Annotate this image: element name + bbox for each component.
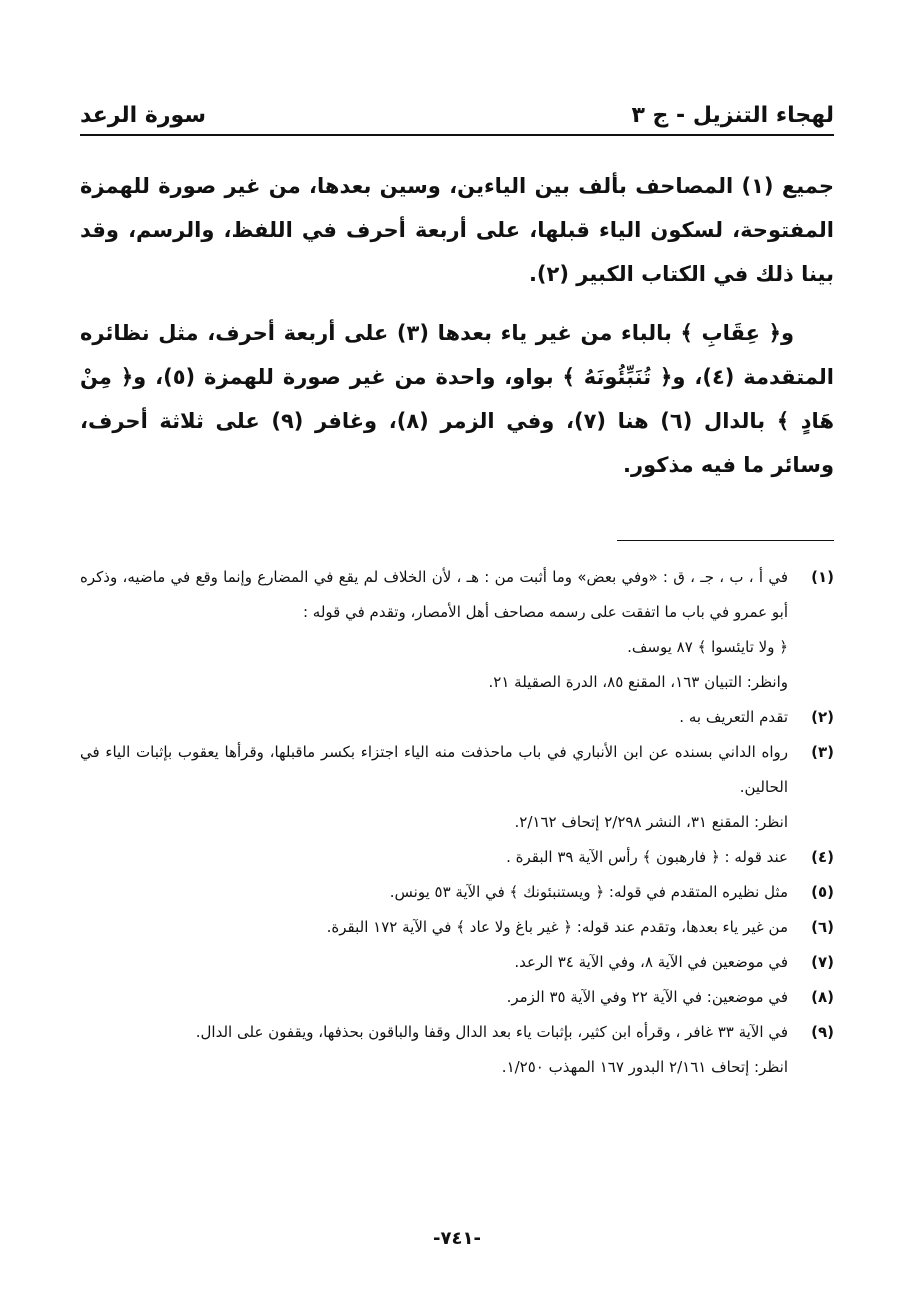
footnote xyxy=(80,700,834,735)
footnote-number: (١) xyxy=(811,568,834,586)
footnotes-section xyxy=(80,560,834,1085)
footnote-number: (٣) xyxy=(811,743,834,761)
footnote-number: (٨) xyxy=(811,988,834,1006)
footnote-text: مثل نظيره المتقدم في قوله: ﴿ ويستنبئونك ﴾ في الآية ٥٣ يونس. xyxy=(389,883,788,901)
footnote xyxy=(80,910,834,945)
footnote-text: في الآية ٣٣ غافر ، وقرأه ابن كثير، بإثبات ياء بعد الدال وقفا والباقون بحذفها، ويقفون على الدال. xyxy=(195,1023,788,1041)
footnote xyxy=(80,1015,834,1085)
footnote-text: تقدم التعريف به . xyxy=(679,708,788,726)
footnote-text: رواه الداني بسنده عن ابن الأنباري في باب ماحذفت منه الياء اجتزاء بكسر ماقبلها، وقرأها يعقوب بإثبات الياء في الحالين. xyxy=(80,743,788,796)
footnote xyxy=(80,875,834,910)
footnote-number: (٢) xyxy=(811,708,834,726)
footnote-number: (٧) xyxy=(811,953,834,971)
main-text xyxy=(80,164,834,502)
book-title: لهجاء التنزيل - ج ٣ xyxy=(631,103,834,128)
page-number: -٧٤١- xyxy=(433,1228,481,1249)
footnote-text: وانظر: التبيان ١٦٣، المقنع ٨٥، الدرة الصقيلة ٢١. xyxy=(488,673,788,691)
footnote xyxy=(80,980,834,1015)
footnote-text: انظر: إتحاف ٢/١٦١ البدور ١٦٧ المهذب ١/٢٥٠. xyxy=(501,1058,788,1076)
footnote xyxy=(80,945,834,980)
page-header xyxy=(80,88,834,128)
footnote-number: (٩) xyxy=(811,1023,834,1041)
footnote-text: في موضعين: في الآية ٢٢ وفي الآية ٣٥ الزمر. xyxy=(506,988,788,1006)
footnote-text: من غير ياء بعدها، وتقدم عند قوله: ﴿ غير باغ ولا عاد ﴾ في الآية ١٧٢ البقرة. xyxy=(326,918,788,936)
footnote-number: (٤) xyxy=(811,848,834,866)
footnote xyxy=(80,735,834,840)
footnote xyxy=(80,560,834,700)
footnote-divider xyxy=(617,540,834,541)
body-paragraph: جميع (١) المصاحف بألف بين الياءين، وسين بعدها، من غير صورة للهمزة المفتوحة، لسكون الياء قبلها، على أربعة أحرف في اللفظ، والرسم، وقد بينا ذلك في الكتاب الكبير (٢). xyxy=(80,174,834,286)
footnote-text: عند قوله : ﴿ فارهبون ﴾ رأس الآية ٣٩ البقرة . xyxy=(506,848,788,866)
footnote-text: في موضعين في الآية ٨، وفي الآية ٣٤ الرعد. xyxy=(514,953,788,971)
footnote-number: (٦) xyxy=(811,918,834,936)
footnote-number: (٥) xyxy=(811,883,834,901)
header-divider xyxy=(80,134,834,136)
surah-title: سورة الرعد xyxy=(80,103,206,128)
footnote-text: ﴿ ولا تايئسوا ﴾ ٨٧ يوسف. xyxy=(627,638,788,656)
footnote-text: انظر: المقنع ٣١، النشر ٢/٢٩٨ إتحاف ٢/١٦٢. xyxy=(514,813,788,831)
footnote-text: في أ ، ب ، جـ ، ق : «وفي بعض» وما أثبت من : هـ ، لأن الخلاف لم يقع في المضارع وإنما وقع في ماضيه، وذكره أبو عمرو في باب ما اتفقت على رسمه مصاحف أهل الأمصار، وتقدم في قوله : xyxy=(80,568,788,621)
footnote xyxy=(80,840,834,875)
body-paragraph: و﴿ عِقَابِ ﴾ بالباء من غير ياء بعدها (٣) على أربعة أحرف، مثل نظائره المتقدمة (٤)، و﴿ تُنَبِّئُونَهُ ﴾ بواو، واحدة من غير صورة للهمزة (٥)، و﴿ مِنْ هَادٍ ﴾ بالدال (٦) هنا (٧)، وفي الزمر (٨)، وغافر (٩) على ثلاثة أحرف، وسائر ما فيه مذكور. xyxy=(80,321,835,477)
